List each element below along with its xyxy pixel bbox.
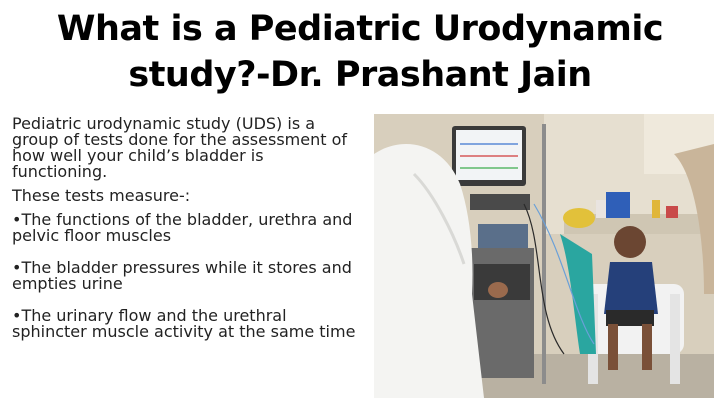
child-leg <box>642 324 652 370</box>
bullet-item: •The functions of the bladder, urethra and pelvic floor muscles <box>12 210 353 245</box>
doctor-hand <box>488 282 508 298</box>
bottle <box>596 200 606 218</box>
keyboard <box>478 224 528 248</box>
yellow-bag <box>563 208 595 228</box>
bottle-yellow <box>652 200 660 218</box>
intro-paragraph: Pediatric urodynamic study (UDS) is a group of tests done for the assessment of how well your child’s bladder is functioning. <box>12 114 347 181</box>
bullet-item: •The urinary flow and the urethral sphincter muscle activity at the same time <box>12 306 356 341</box>
child-head <box>614 226 646 258</box>
page-title <box>0 6 720 98</box>
title-line-1: What is a Pediatric Urodynamic <box>56 9 664 49</box>
cart-top <box>470 194 530 210</box>
bottle-red <box>666 206 678 218</box>
clinic-photo-illustration <box>374 114 714 398</box>
child-shirt <box>604 262 658 314</box>
child-shorts <box>606 310 654 326</box>
clinic-photo <box>374 114 714 398</box>
iv-pole <box>542 124 546 384</box>
bullet-item: •The bladder pressures while it stores and empties urine <box>12 258 352 293</box>
child-leg <box>608 324 618 370</box>
body-text <box>12 116 362 356</box>
monitor-screen <box>456 130 522 180</box>
title-line-2: study?-Dr. Prashant Jain <box>128 55 592 95</box>
measure-heading: These tests measure-: <box>12 186 191 205</box>
supply-box <box>606 192 630 218</box>
